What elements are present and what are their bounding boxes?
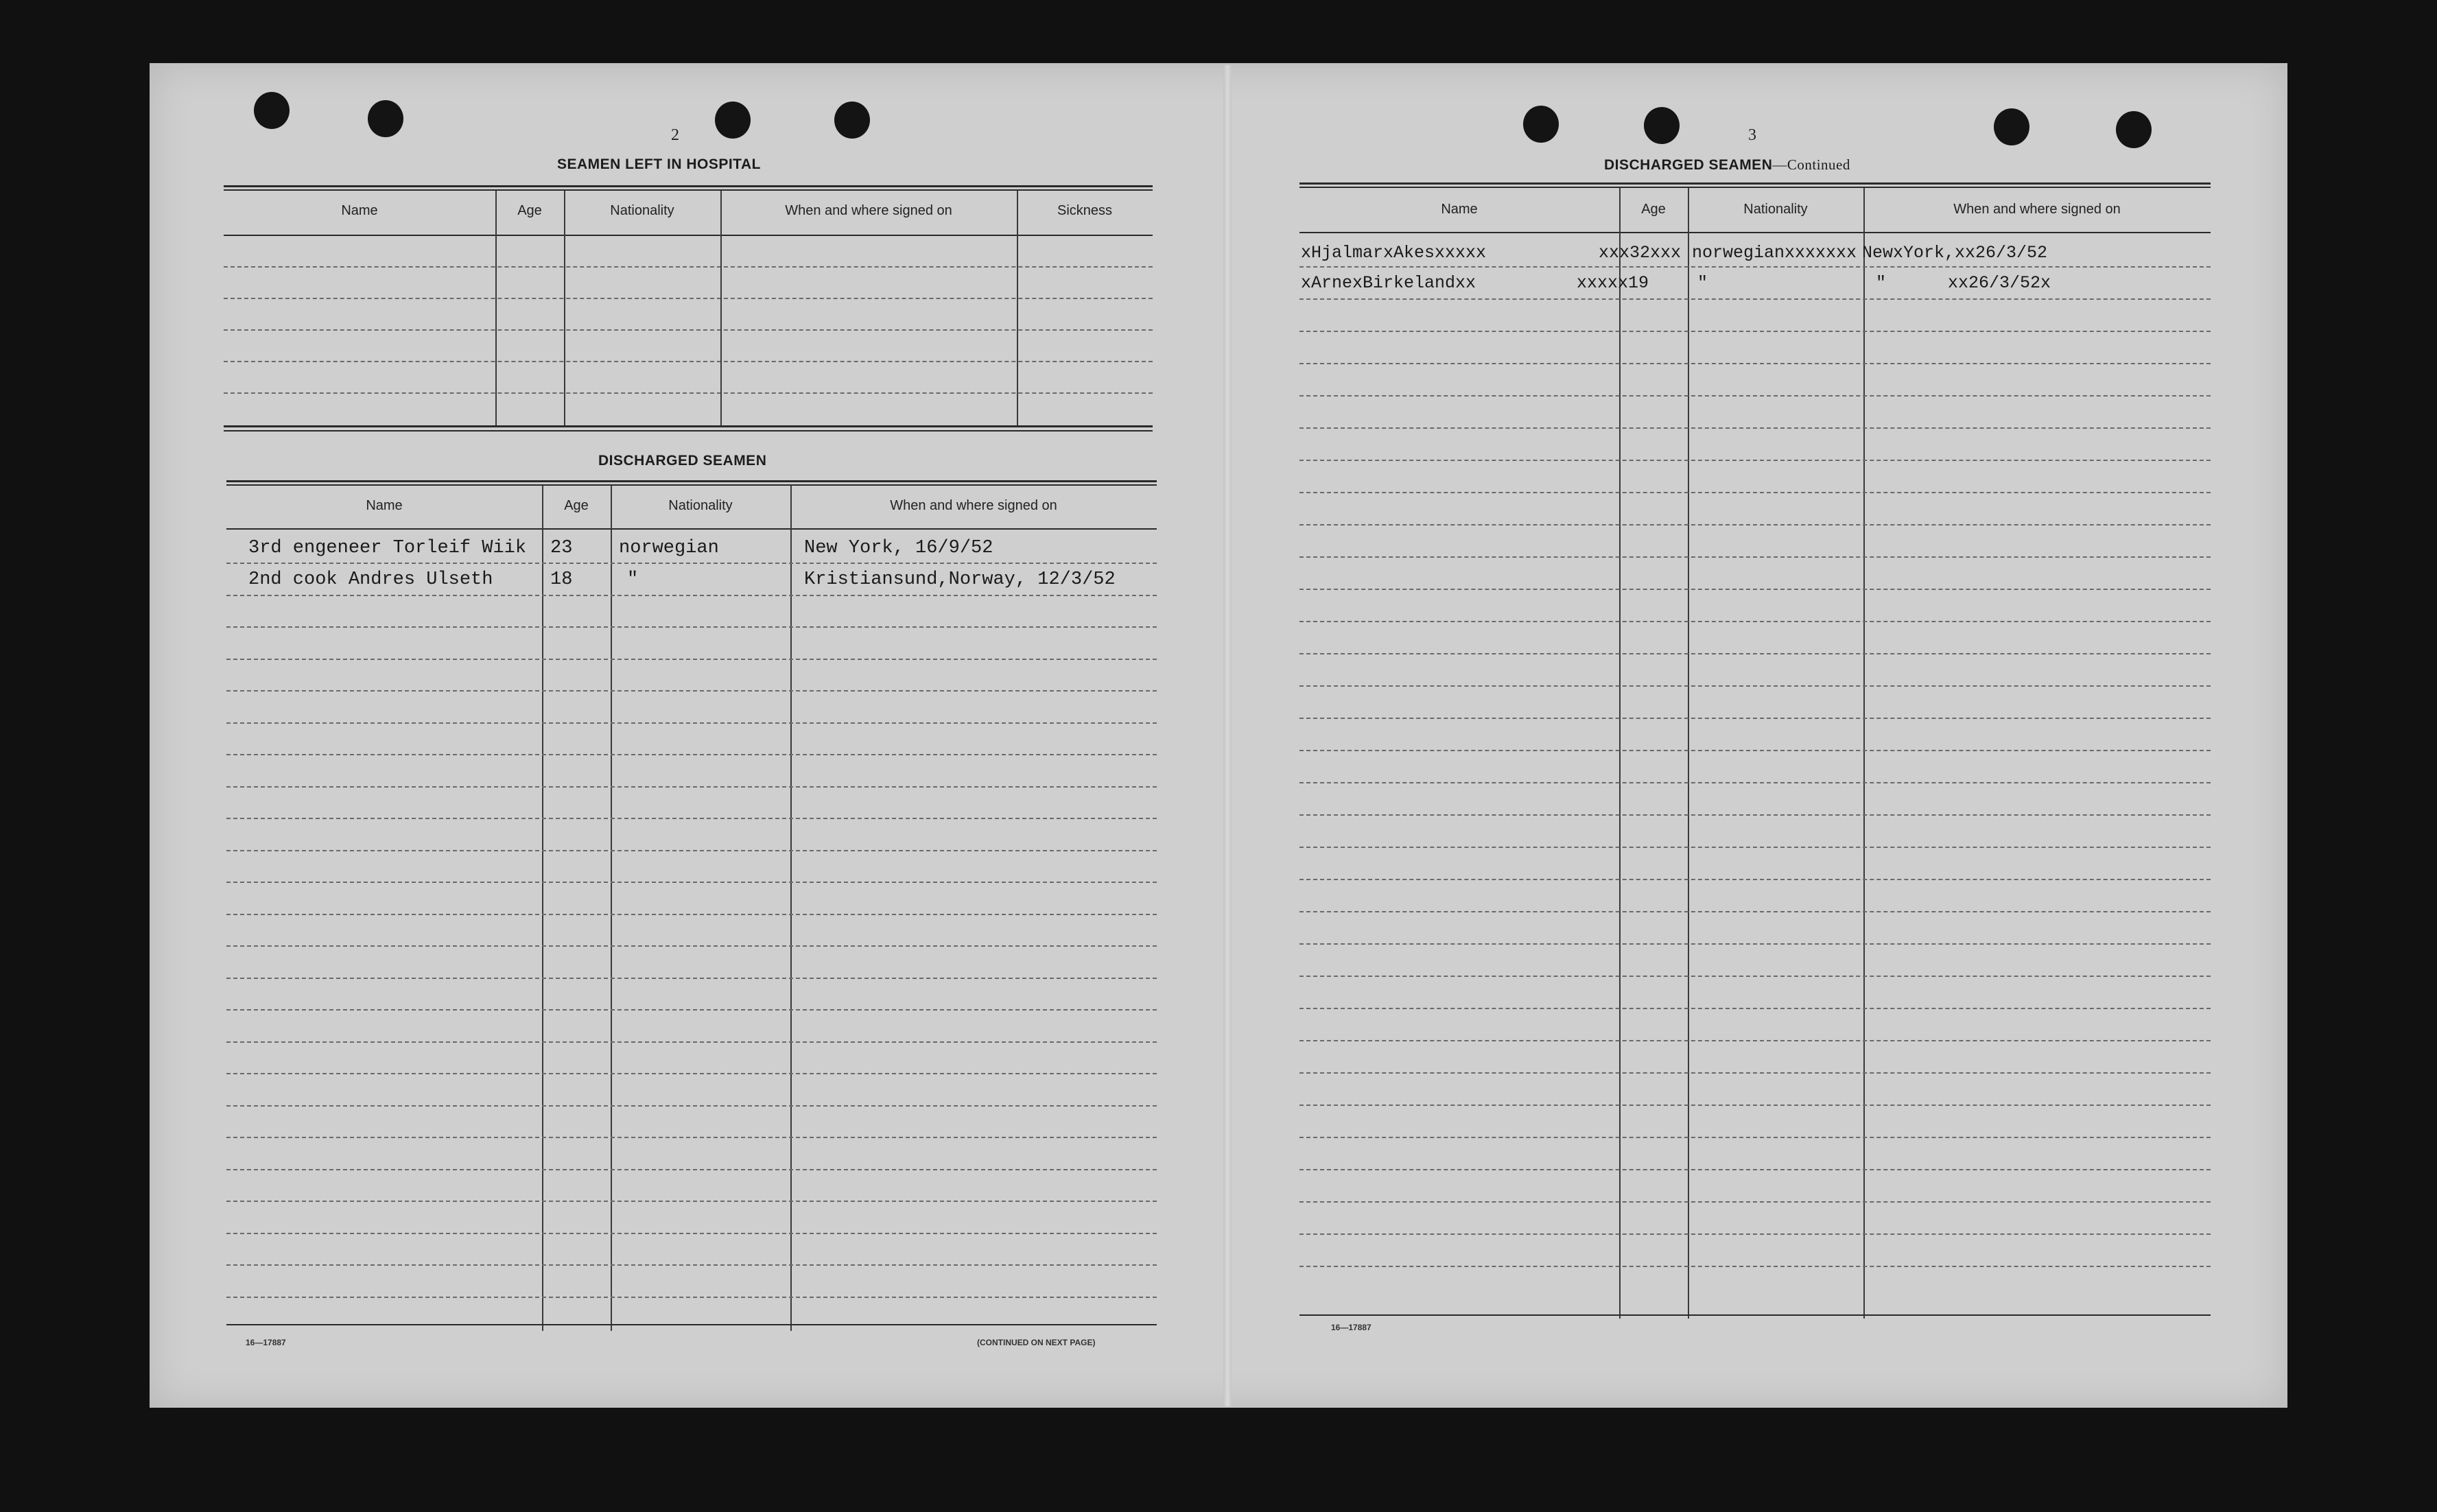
table-rule [1299,589,2211,590]
table-rule [1299,750,2211,751]
header-divider [224,235,1153,236]
table-rule [1299,1105,2211,1106]
discharged-name: xHjalmarxAkesxxxxx [1301,243,1487,263]
column-header: When and where signed on [890,498,1057,513]
table-rule [1299,1040,2211,1041]
punch-hole [1523,106,1559,143]
column-header: Name [1441,202,1478,217]
table-rule [226,786,1157,788]
table-rule [226,1105,1157,1107]
table-rule [224,266,1153,268]
table-rule [1299,556,2211,558]
table-rule [226,690,1157,692]
column-header: Age [517,203,542,218]
table-top-border [1299,187,2211,188]
column-divider [790,486,792,1331]
discharged-nationality: " [627,569,639,590]
table-rule [1299,492,2211,493]
table-bottom-border [224,425,1153,427]
table-rule [224,392,1153,394]
table-rule [226,626,1157,628]
table-rule [226,1264,1157,1266]
table-rule [226,563,1157,564]
discharged-name: 2nd cook Andres Ulseth [248,569,493,590]
table-rule [1299,814,2211,816]
table-rule [224,361,1153,362]
table-rule [1299,1072,2211,1074]
table-bottom-border [1299,1314,2211,1316]
table-top-border [224,185,1153,187]
column-divider [542,486,543,1331]
continued-note: (CONTINUED ON NEXT PAGE) [977,1338,1096,1347]
discharged-section-title: DISCHARGED SEAMEN [598,453,767,469]
discharged-nationality: norwegian [619,538,719,558]
table-rule [1299,976,2211,977]
column-divider [564,191,565,425]
column-divider [1619,188,1621,1319]
table-rule [1299,782,2211,783]
column-header: Name [341,203,378,218]
table-rule [1299,911,2211,912]
table-rule [226,1297,1157,1298]
punch-hole [2116,111,2152,148]
table-bottom-border [226,1324,1157,1325]
table-rule [226,1041,1157,1043]
table-rule [1299,1266,2211,1267]
column-header: Nationality [668,498,733,513]
discharged-signed-on: New York, 16/9/52 [804,538,993,558]
punch-hole [834,102,870,139]
hospital-table [224,185,1153,432]
table-rule [1299,1201,2211,1203]
title-suffix: —Continued [1772,156,1850,173]
column-divider [1017,191,1018,425]
column-header: Nationality [610,203,674,218]
table-rule [226,882,1157,883]
discharged-table [226,480,1157,1331]
table-rule [226,1073,1157,1074]
column-divider [611,486,612,1331]
table-rule [1299,718,2211,719]
column-header: Nationality [1743,202,1808,217]
table-rule [1299,524,2211,525]
discharged-signed-on: Kristiansund,Norway, 12/3/52 [804,569,1116,590]
discharged-name: 3rd engeneer Torleif Wiik [248,538,527,558]
discharged-continued-table [1299,182,2211,1319]
column-divider [1688,188,1689,1319]
column-header: Name [366,498,403,513]
header-divider [1299,232,2211,233]
table-rule [226,1201,1157,1202]
column-header: When and where signed on [785,203,952,218]
table-rule [1299,298,2211,300]
table-rule [1299,1137,2211,1138]
table-rule [224,298,1153,299]
table-rule [1299,395,2211,397]
hospital-section-title: SEAMEN LEFT IN HOSPITAL [557,156,761,172]
column-divider [495,191,497,425]
form-number-right: 16—17887 [1331,1323,1371,1332]
column-header: Age [564,498,589,513]
table-rule [226,1009,1157,1011]
table-rule [1299,653,2211,654]
header-divider [226,528,1157,530]
title-text: DISCHARGED SEAMEN [1604,157,1773,173]
page-number-left: 2 [671,126,679,144]
punch-hole [1994,108,2029,145]
table-rule [226,818,1157,819]
discharged-age: 18 [550,569,573,590]
page-number-right: 3 [1748,126,1756,144]
discharged-continued-title [1604,156,1850,174]
table-top-border [226,484,1157,486]
table-rule [226,754,1157,755]
discharged-age: xxxxx19 [1577,273,1649,293]
table-rule [226,1169,1157,1170]
discharged-signed-on: NewxYork,xx26/3/52 [1862,243,2048,263]
column-header: Age [1641,202,1666,217]
punch-hole [368,100,403,137]
table-rule [1299,685,2211,687]
table-rule [226,659,1157,660]
column-divider [1863,188,1865,1319]
discharged-nationality: " [1697,273,1708,293]
table-top-border [224,189,1153,191]
table-rule [224,329,1153,331]
table-rule [1299,943,2211,945]
table-rule [1299,621,2211,622]
page-fold [1223,65,1232,1406]
discharged-signed-on: " xx26/3/52x [1876,273,2051,293]
table-rule [1299,879,2211,880]
table-rule [226,1233,1157,1234]
table-rule [1299,266,2211,268]
table-top-border [1299,182,2211,185]
punch-hole [1644,107,1680,144]
table-rule [1299,1008,2211,1009]
column-header: Sickness [1057,203,1113,218]
discharged-name: xArnexBirkelandxx [1301,273,1476,293]
column-header: When and where signed on [1953,202,2121,217]
table-rule [1299,363,2211,364]
punch-hole [254,92,290,129]
table-rule [226,595,1157,596]
discharged-age: 23 [550,538,573,558]
table-rule [1299,847,2211,848]
table-rule [226,914,1157,915]
table-rule [1299,460,2211,461]
table-rule [1299,427,2211,429]
table-rule [1299,331,2211,332]
table-rule [226,722,1157,724]
column-divider [720,191,722,425]
discharged-nationality: norwegianxxxxxxx [1692,243,1857,263]
punch-hole [715,102,751,139]
form-number-left: 16—17887 [246,1338,286,1347]
table-rule [226,1137,1157,1138]
table-rule [226,850,1157,851]
table-rule [226,945,1157,947]
discharged-age: xxx32xxx [1599,243,1682,263]
table-rule [1299,1233,2211,1235]
table-top-border [226,480,1157,482]
table-bottom-border [224,430,1153,432]
table-rule [226,978,1157,979]
table-rule [1299,1169,2211,1170]
